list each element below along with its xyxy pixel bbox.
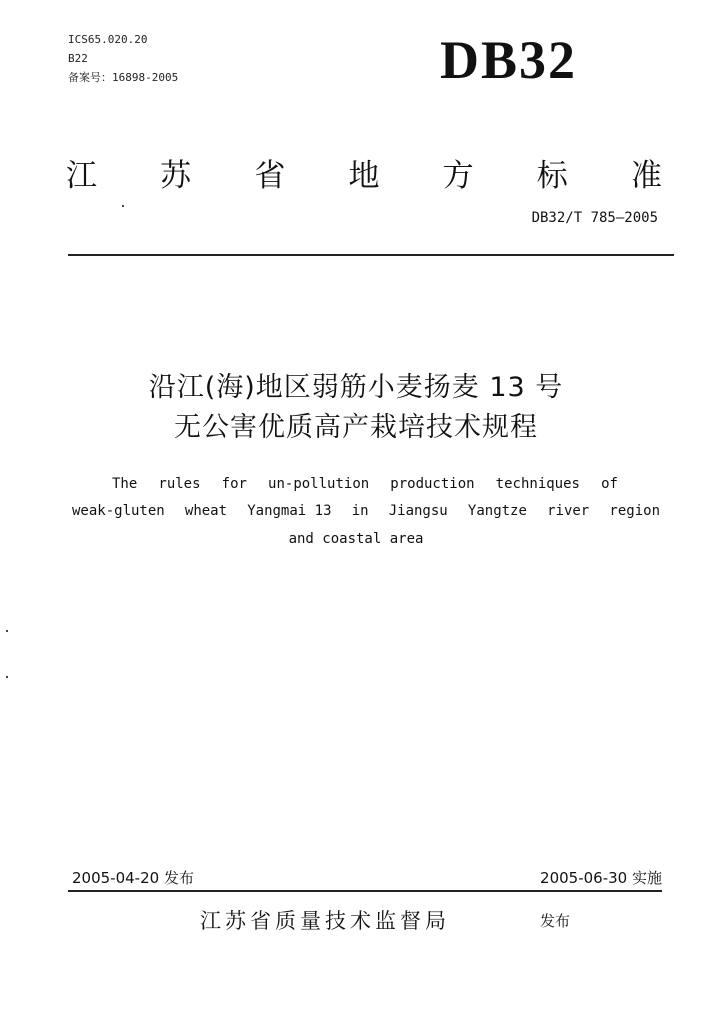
publisher-note: 发布 [540, 912, 571, 930]
scan-speck [6, 630, 8, 632]
english-word: wheat [184, 503, 228, 519]
chinese-title-line-1: 沿江(海)地区弱筋小麦扬麦 13 号 [148, 372, 564, 403]
english-word: river [547, 503, 590, 519]
top-divider [68, 254, 674, 256]
implementation-date: 2005-06-30 实施 [540, 869, 662, 887]
title-char: 标 [536, 158, 568, 194]
title-char: 准 [630, 158, 662, 194]
scan-speck [122, 205, 124, 207]
title-char: 省 [254, 158, 286, 194]
english-word: The [112, 476, 138, 492]
english-word: of [601, 476, 618, 492]
meta-block [68, 30, 178, 87]
english-word: Yangmai 13 [247, 503, 332, 519]
english-word: un-pollution [268, 476, 370, 492]
english-word: rules [158, 476, 201, 492]
scan-speck [6, 676, 8, 678]
english-word: Yangtze [467, 503, 527, 519]
english-word: for [221, 476, 247, 492]
english-title-line-1 [112, 476, 618, 492]
title-char: 苏 [160, 158, 192, 194]
english-word: in [351, 503, 369, 519]
english-title-line-2 [72, 503, 660, 519]
db32-logo: DB32 [440, 30, 578, 90]
english-word: Jiangsu [388, 503, 448, 519]
record-number: 备案号：16898-2005 [68, 71, 179, 84]
english-title-line-3: and coastal area [288, 531, 424, 547]
title-char: 江 [66, 158, 97, 194]
standard-type-title [66, 150, 662, 195]
title-char: 方 [442, 158, 474, 194]
chinese-title-line-2: 无公害优质高产栽培技术规程 [174, 412, 538, 443]
issue-date: 2005-04-20 发布 [72, 869, 194, 887]
standard-number: DB32/T 785—2005 [531, 210, 658, 226]
class-code: B22 [68, 52, 88, 65]
english-word: techniques [495, 476, 580, 492]
english-word: production [390, 476, 475, 492]
english-word: region [609, 503, 660, 519]
title-char: 地 [348, 158, 380, 194]
ics-code: ICS65.020.20 [68, 33, 148, 46]
publisher-name: 江苏省质量技术监督局 [200, 909, 450, 933]
english-word: weak-gluten [72, 503, 165, 519]
bottom-divider [68, 890, 662, 892]
date-row [72, 867, 662, 889]
